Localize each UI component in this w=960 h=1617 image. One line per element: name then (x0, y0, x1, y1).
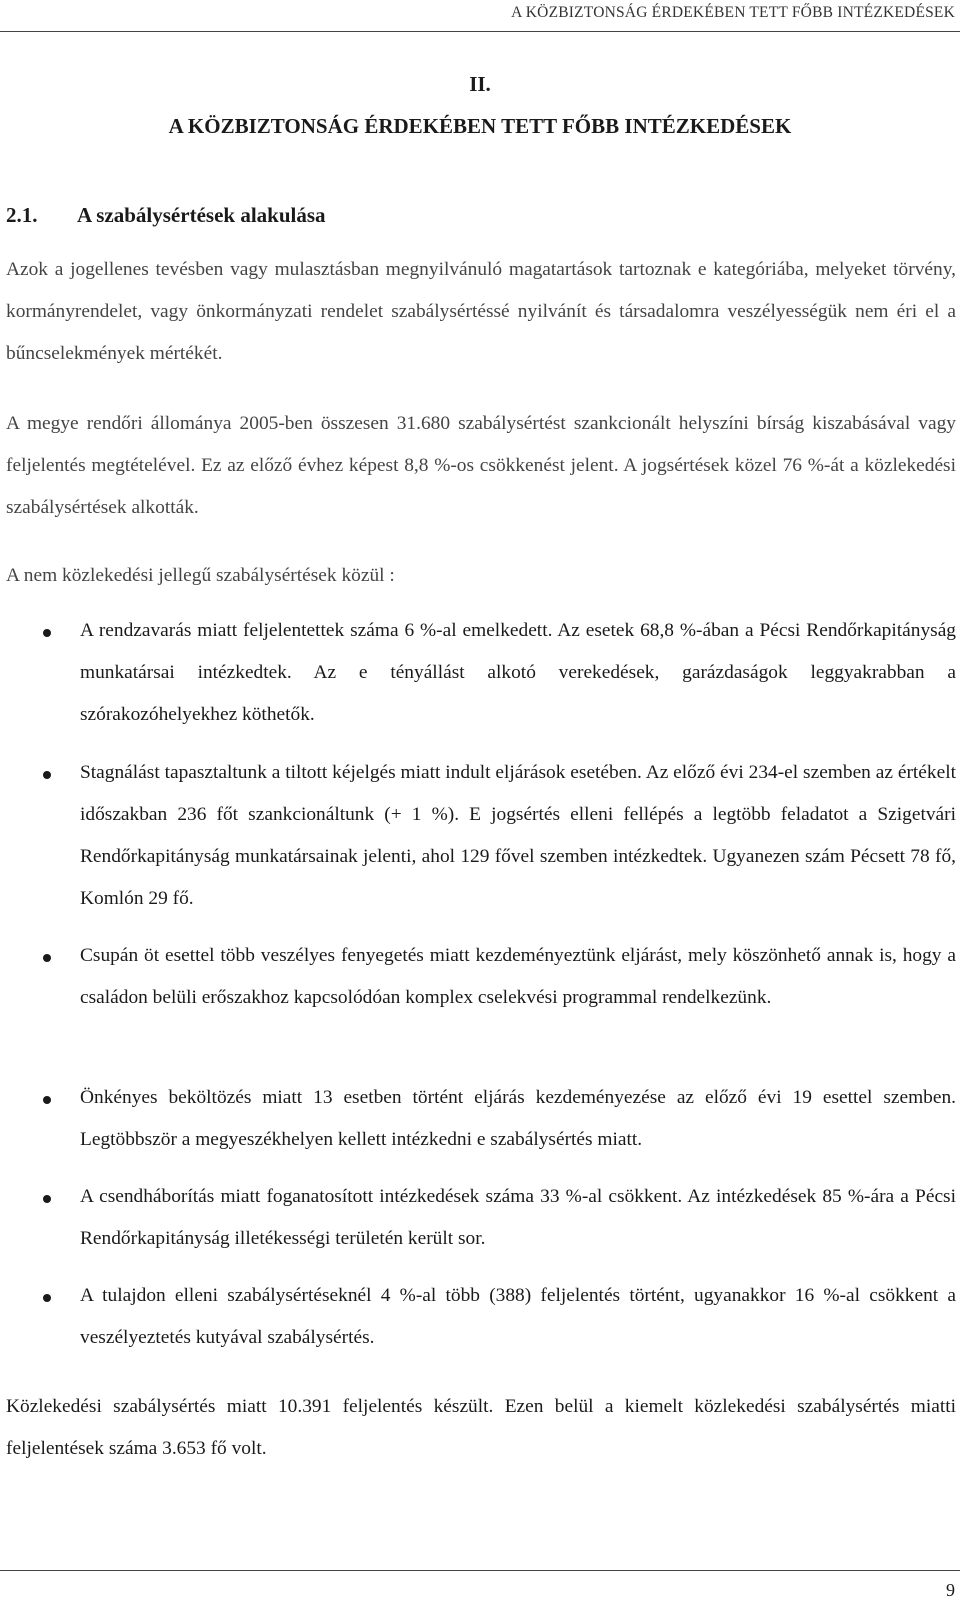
stats-paragraph: A megye rendőri állománya 2005-ben összesen 31.680 szabálysértést szankcionált helyszíni bírság kiszabásával vagy feljelentés megtételével. Ez az előző évhez képest 8,8 %-os csökkenést jelent. A jogsértések közel 76 %-át a közlekedési szabálysértések alkották. (6, 413, 956, 518)
bullet-icon (43, 771, 51, 779)
chapter-number: II. (469, 72, 491, 96)
page-number: 9 (946, 1580, 955, 1600)
list-item-text: A rendzavarás miatt feljelentettek száma 6 %-al emelkedett. Az esetek 68,8 %-ában a Pécsi Rendőrkapitányság munkatársai intézkedtek. Az e tényállást alkotó verekedések, garázdaságok leggyakrabban a szórakozóhelyekhez köthetők. (80, 620, 956, 725)
bullet-icon (43, 629, 51, 637)
section-heading (6, 203, 326, 228)
bullet-icon (43, 1294, 51, 1302)
footer-divider (0, 1570, 960, 1571)
intro-paragraph: Azok a jogellenes tevésben vagy mulasztásban megnyilvánuló magatartások tartoznak e kategóriába, melyeket törvény, kormányrendelet, vagy önkormányzati rendelet szabálysértéssé nyilvánít és társadalomra veszélyességük nem éri el a bűncselekmények mértékét. (6, 259, 956, 364)
list-item-text: Stagnálást tapasztaltunk a tiltott kéjelgés miatt indult eljárások esetében. Az előző évi 234-el szemben az értékelt időszakban 236 főt szankcionáltunk (+ 1 %). E jogsértés elleni fellépés a legtöbb feladatot a Szigetvári Rendőrkapitányság munkatársainak jelenti, ahol 129 fővel szemben intézkedtek. Ugyanezen szám Pécsett 78 fő, Komlón 29 fő. (80, 762, 956, 909)
traffic-paragraph: Közlekedési szabálysértés miatt 10.391 feljelentés készült. Ezen belül a kiemelt közlekedési szabálysértés miatti feljelentések száma 3.653 fő volt. (6, 1396, 956, 1459)
non-traffic-intro: A nem közlekedési jellegű szabálysértések közül : (6, 565, 395, 586)
bullet-icon (43, 1195, 51, 1203)
header-divider (0, 31, 960, 32)
running-header: A KÖZBIZTONSÁG ÉRDEKÉBEN TETT FŐBB INTÉZKEDÉSEK (511, 4, 955, 21)
list-item-text: A csendháborítás miatt foganatosított intézkedések száma 33 %-al csökkent. Az intézkedések 85 %-ára a Pécsi Rendőrkapitányság illetékességi területén került sor. (80, 1186, 956, 1249)
list-item-text: Önkényes beköltözés miatt 13 esetben történt eljárás kezdeményezése az előző évi 19 esettel szemben. Legtöbbször a megyeszékhelyen kellett intézkedni e szabálysértés miatt. (80, 1087, 956, 1150)
bullet-icon (43, 954, 51, 962)
chapter-title: A KÖZBIZTONSÁG ÉRDEKÉBEN TETT FŐBB INTÉZKEDÉSEK (168, 114, 792, 138)
list-item-text: A tulajdon elleni szabálysértéseknél 4 %-al több (388) feljelentés történt, ugyanakkor 16 %-al csökkent a veszélyeztetés kutyával szabálysértés. (80, 1285, 956, 1348)
section-title: A szabálysértések alakulása (77, 203, 326, 227)
bullet-icon (43, 1096, 51, 1104)
list-item-text: Csupán öt esettel több veszélyes fenyegetés miatt kezdeményeztünk eljárást, mely köszönhető annak is, hogy a családon belüli erőszakhoz kapcsolódóan komplex cselekvési programmal rendelkezünk. (80, 945, 956, 1008)
section-number: 2.1. (6, 203, 38, 227)
